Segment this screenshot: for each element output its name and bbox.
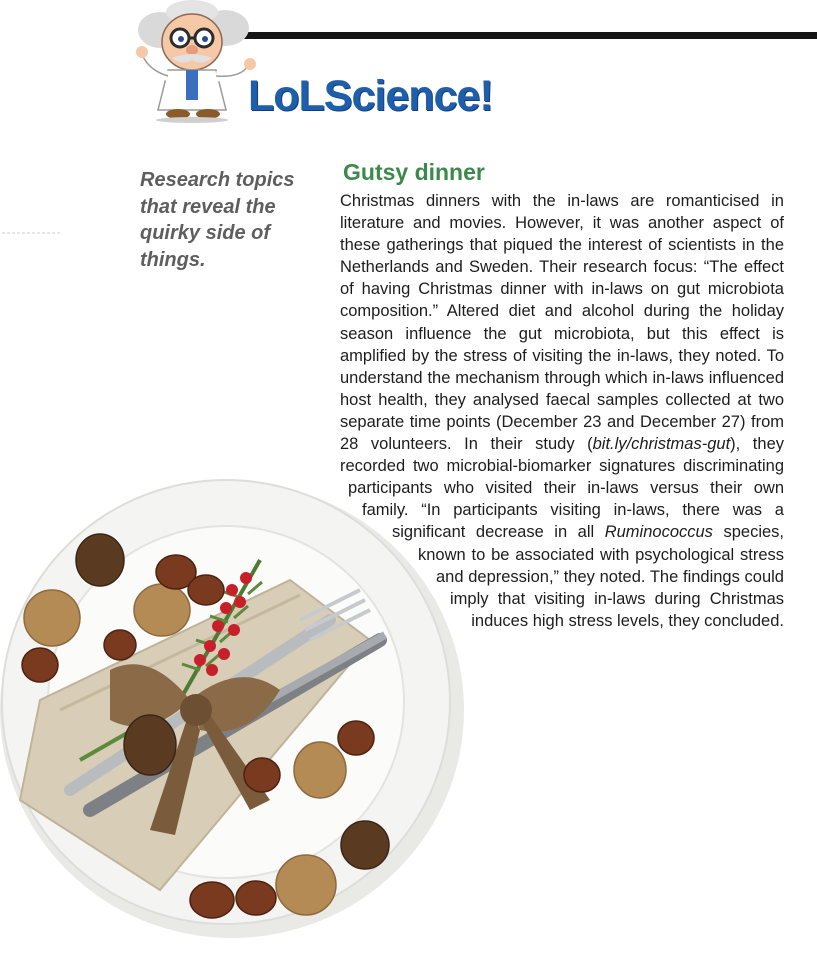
article-paragraph-part-3: species, known to be associated with psychological stress and depression,” they noted. The findings could imply that visiting in-laws during Christmas induces high stress levels, they concluded. (418, 523, 784, 630)
scan-artifact (2, 230, 62, 236)
study-link[interactable]: bit.ly/christmas-gut (592, 435, 731, 454)
article-title: Gutsy dinner (343, 159, 485, 185)
header-rule (238, 32, 817, 39)
brand-title: LoLScience! (248, 72, 493, 120)
sidebar-tagline: Research topics that reveal the quirky side of things. (140, 169, 295, 271)
article-paragraph-part-1: Christmas dinners with the in-laws are romanticised in literature and movies. However, it was another aspect of these gatherings that piqued the interest of scientists in the Netherlands and Sweden. Their research focus: “The effect of having Christmas dinner with in-laws on gut microbiota composition.” Altered diet and alcohol during the holiday season influence the gut microbiota, but this effect is amplified by the stress of visiting the in-laws, they noted. To understand the mechanism through which in-laws influenced host health, they analysed faecal samples collected at two separate time points (December 23 and December 27) from 28 volunteers. In their study ( (340, 192, 784, 454)
article-paragraph-part-2: ), they recorded two microbial-biomarker signatures discriminating participants who visited their in-laws versus their own family. “In participants visiting in-laws, there was a significant decrease in all (340, 435, 784, 542)
article-body (340, 190, 784, 831)
species-name: Ruminococcus (604, 523, 713, 542)
